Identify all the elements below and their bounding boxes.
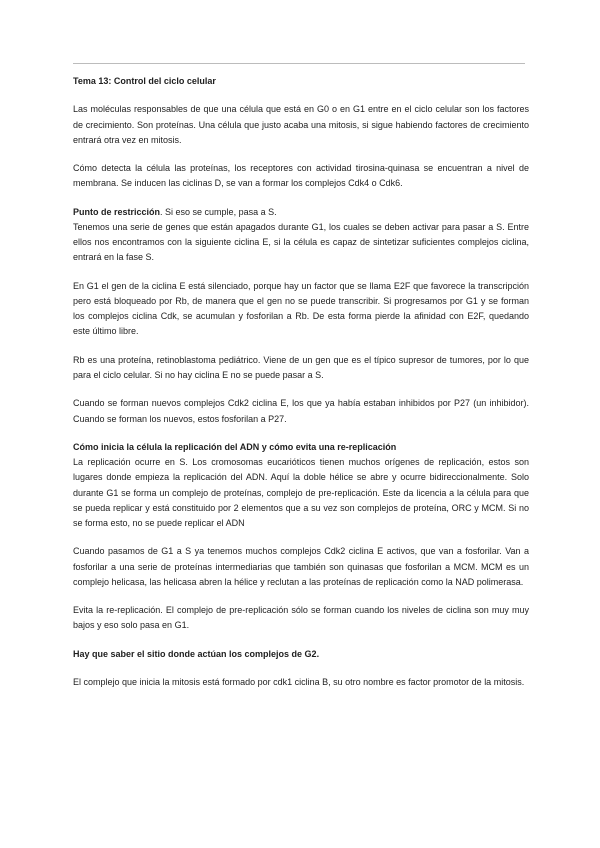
document-title: Tema 13: Control del ciclo celular — [73, 76, 216, 86]
paragraph-replication: La replicación ocurre en S. Los cromosomas eucarióticos tienen muchos orígenes de replicación, estos son lugares donde empieza la replicación del ADN. Aquí la doble hélice se abre y ocurre bidireccionalmente. Solo durante G1 se forma un complejo de proteínas, complejo de pre-replicación. Este da licencia a la célula para que se pueda replicar y está constituido por 2 elementos que a su vez son complejos de proteína, ORC y MCM. Si no se forma esto, no se puede replicar el ADN — [73, 457, 529, 528]
paragraph-p27: Cuando se forman nuevos complejos Cdk2 ciclina E, los que ya había estaban inhibidos por P27 (un inhibidor). Cuando se forman los nuevos, estos fosforilan a P27. — [73, 398, 529, 424]
paragraph-re-replication: Evita la re-replicación. El complejo de pre-replicación sólo se forman cuando los niveles de ciclina son muy muy bajos y eso solo pasa en G1. — [73, 605, 529, 631]
paragraph-mitosis: El complejo que inicia la mitosis está formado por cdk1 ciclina B, su otro nombre es factor promotor de la mitosis. — [73, 677, 525, 688]
paragraph-restriction-point — [73, 205, 529, 220]
paragraph-rb: Rb es una proteína, retinoblastoma pediátrico. Viene de un gen que es el típico supresor de tumores, por lo que para el ciclo celular. Si no hay ciclina E no se puede pasar a S. — [73, 354, 529, 380]
paragraph-receptors: Cómo detecta la célula las proteínas, los receptores con actividad tirosina-quinasa se encuentran a nivel de membrana. Se inducen las ciclinas D, se van a formar los complejos Cdk4 o Cdk6. — [73, 163, 529, 189]
section-heading-g2: Hay que saber el sitio donde actúan los complejos de G2. — [73, 648, 320, 659]
paragraph-genes-g1: Tenemos una serie de genes que están apagados durante G1, los cuales se deben activar para pasar a S. Entre ellos nos encontramos con la siguiente ciclina E, si la célula es capaz de sintetizar suficientes complejos ciclina, entrará en la fase S. — [73, 221, 529, 263]
document-body — [73, 74, 529, 704]
paragraph-cyclin-e: En G1 el gen de la ciclina E está silenciado, porque hay un factor que se llama E2F que favorece la transcripción pero está bloqueado por Rb, de manera que el gen no se puede transcribir. Si progresamos por G1 y se forman los complejos ciclina Cdk, se acumulan y fosforilan a Rb. De esta forma pierde la afinidad con E2F, quedando este último libre. — [73, 280, 529, 337]
section-heading-replication: Cómo inicia la célula la replicación del ADN y cómo evita una re-replicación — [73, 441, 397, 452]
header-rule — [73, 63, 525, 64]
restriction-point-text: . Si eso se cumple, pasa a S. — [160, 206, 277, 217]
paragraph-growth-factors: Las moléculas responsables de que una célula que está en G0 o en G1 entre en el ciclo celular son los factores de crecimiento. Son proteínas. Una célula que justo acaba una mitosis, si sigue habiendo factores de crecimiento entrará otra vez en mitosis. — [73, 104, 529, 145]
restriction-point-heading: Punto de restricción — [73, 206, 161, 217]
paragraph-g1-to-s: Cuando pasamos de G1 a S ya tenemos muchos complejos Cdk2 ciclina E activos, que van a fosforilar. Van a fosforilar a una serie de proteínas intermediarias que también son quinasas que fosforilan a MCM. MCM es un complejo helicasa, las helicasa abren la hélice y reclutan a las proteínas de replicación como la NAD polimerasa. — [73, 546, 529, 587]
